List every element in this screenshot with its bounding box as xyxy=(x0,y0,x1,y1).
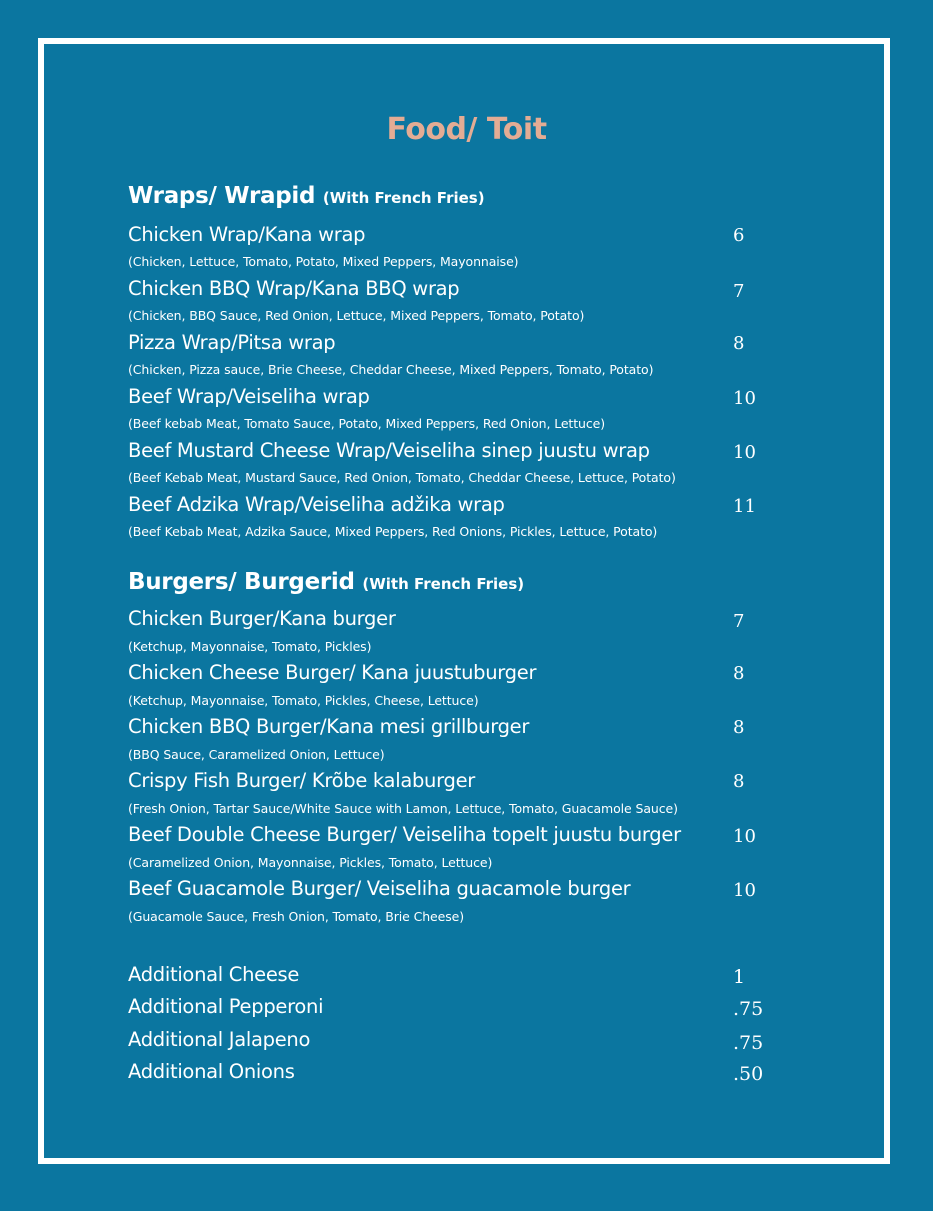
menu-item-name: Chicken Wrap/Kana wrap xyxy=(128,223,366,246)
section-heading-burgers xyxy=(128,569,524,595)
menu-item-price: 11 xyxy=(733,496,756,517)
extra-item-price: .75 xyxy=(733,998,764,1020)
menu-item-description: (Ketchup, Mayonnaise, Tomato, Pickles) xyxy=(128,639,372,654)
menu-item-description: (Fresh Onion, Tartar Sauce/White Sauce with Lamon, Lettuce, Tomato, Guacamole Sauce) xyxy=(128,801,678,816)
menu-item-price: 7 xyxy=(733,611,745,632)
menu-item-name: Beef Mustard Cheese Wrap/Veiseliha sinep juustu wrap xyxy=(128,439,650,462)
section-heading-wraps xyxy=(128,183,485,209)
menu-item-name: Crispy Fish Burger/ Krõbe kalaburger xyxy=(128,769,475,792)
menu-item-description: (Beef kebab Meat, Tomato Sauce, Potato, Mixed Peppers, Red Onion, Lettuce) xyxy=(128,416,606,431)
extra-item-name: Additional Pepperoni xyxy=(128,995,324,1018)
menu-item-price: 10 xyxy=(733,442,756,463)
extra-item-name: Additional Onions xyxy=(128,1060,295,1083)
menu-item-name: Beef Guacamole Burger/ Veiseliha guacamole burger xyxy=(128,877,631,900)
menu-item-price: 8 xyxy=(733,663,745,684)
menu-item-price: 8 xyxy=(733,333,745,354)
section-heading-burgers-note: (With French Fries) xyxy=(362,575,525,593)
menu-item-name: Chicken Cheese Burger/ Kana juustuburger xyxy=(128,661,537,684)
menu-item-description: (Ketchup, Mayonnaise, Tomato, Pickles, Cheese, Lettuce) xyxy=(128,693,479,708)
menu-item-description: (Chicken, BBQ Sauce, Red Onion, Lettuce, Mixed Peppers, Tomato, Potato) xyxy=(128,308,585,323)
menu-item-name: Beef Wrap/Veiseliha wrap xyxy=(128,385,370,408)
menu-item-description: (Guacamole Sauce, Fresh Onion, Tomato, Brie Cheese) xyxy=(128,909,465,924)
menu-item-description: (Chicken, Pizza sauce, Brie Cheese, Cheddar Cheese, Mixed Peppers, Tomato, Potato) xyxy=(128,362,654,377)
section-heading-wraps-note: (With French Fries) xyxy=(322,189,485,207)
section-heading-burgers-label: Burgers/ Burgerid xyxy=(128,569,355,595)
menu-item-name: Beef Adzika Wrap/Veiseliha adžika wrap xyxy=(128,493,505,516)
menu-item-price: 10 xyxy=(733,388,756,409)
menu-title: Food/ Toit xyxy=(386,112,547,147)
extra-item-price: .50 xyxy=(733,1063,764,1085)
menu-item-description: (Beef Kebab Meat, Mustard Sauce, Red Onion, Tomato, Cheddar Cheese, Lettuce, Potato) xyxy=(128,470,676,485)
extra-item-name: Additional Jalapeno xyxy=(128,1028,311,1051)
menu-item-description: (Caramelized Onion, Mayonnaise, Pickles, Tomato, Lettuce) xyxy=(128,855,493,870)
menu-item-price: 10 xyxy=(733,880,756,901)
menu-item-name: Beef Double Cheese Burger/ Veiseliha topelt juustu burger xyxy=(128,823,681,846)
menu-item-name: Pizza Wrap/Pitsa wrap xyxy=(128,331,336,354)
menu-item-description: (Beef Kebab Meat, Adzika Sauce, Mixed Peppers, Red Onions, Pickles, Lettuce, Potato) xyxy=(128,524,658,539)
menu-item-price: 7 xyxy=(733,281,745,302)
menu-item-price: 8 xyxy=(733,771,745,792)
extra-item-price: .75 xyxy=(733,1032,764,1054)
menu-item-price: 10 xyxy=(733,826,756,847)
menu-item-price: 8 xyxy=(733,717,745,738)
menu-item-name: Chicken BBQ Burger/Kana mesi grillburger xyxy=(128,715,530,738)
menu-item-description: (Chicken, Lettuce, Tomato, Potato, Mixed Peppers, Mayonnaise) xyxy=(128,254,519,269)
menu-item-name: Chicken BBQ Wrap/Kana BBQ wrap xyxy=(128,277,460,300)
menu-item-price: 6 xyxy=(733,225,745,246)
extra-item-price: 1 xyxy=(733,966,746,988)
section-heading-wraps-label: Wraps/ Wrapid xyxy=(128,183,316,209)
extra-item-name: Additional Cheese xyxy=(128,963,300,986)
menu-item-name: Chicken Burger/Kana burger xyxy=(128,607,396,630)
menu-item-description: (BBQ Sauce, Caramelized Onion, Lettuce) xyxy=(128,747,385,762)
